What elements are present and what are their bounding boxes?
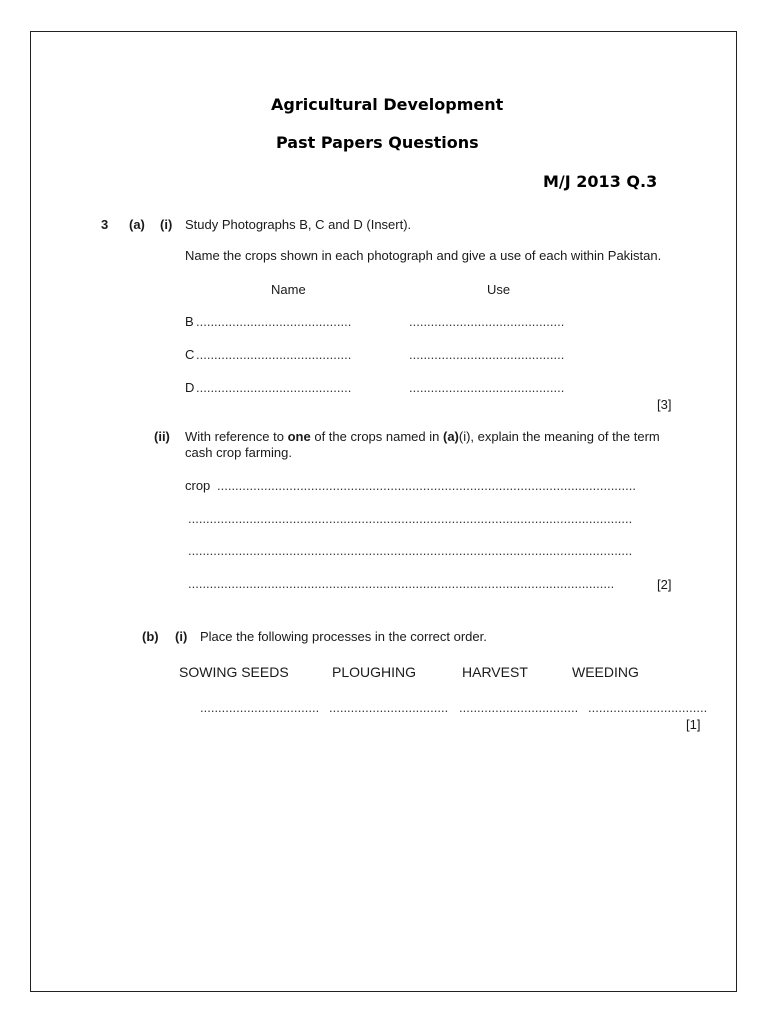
page-subtitle: Past Papers Questions xyxy=(276,133,479,152)
marks-b-i: [1] xyxy=(686,717,701,732)
answer-field-d-name[interactable]: ........................................... xyxy=(196,380,352,395)
order-blank-3[interactable]: ................................. xyxy=(459,700,579,715)
answer-field-c-use[interactable]: ........................................... xyxy=(409,347,565,362)
answer-field-d-use[interactable]: ........................................... xyxy=(409,380,565,395)
process-ploughing: PLOUGHING xyxy=(332,664,417,680)
crop-label: crop xyxy=(185,478,211,493)
answer-line-1[interactable]: ........................................................................................................................... xyxy=(188,511,633,526)
order-blank-1[interactable]: ................................. xyxy=(200,700,320,715)
paper-reference: M/J 2013 Q.3 xyxy=(543,172,658,191)
order-blank-4[interactable]: ................................. xyxy=(588,700,708,715)
part-a-label: (a) xyxy=(129,217,145,232)
column-header-use: Use xyxy=(487,282,511,297)
part-a-ii-text xyxy=(185,429,660,444)
part-a-ii-text-before: With reference to xyxy=(185,429,288,444)
part-b-i-label: (i) xyxy=(175,629,188,644)
answer-field-crop[interactable]: .................................................................................................................... xyxy=(217,478,636,493)
answer-field-b-name[interactable]: ........................................... xyxy=(196,314,352,329)
part-a-i-instruction: Study Photographs B, C and D (Insert). xyxy=(185,217,412,232)
process-sowing-seeds: SOWING SEEDS xyxy=(179,664,289,680)
part-a-ii-line2: cash crop farming. xyxy=(185,445,292,460)
part-a-ii-ref-i: (i) xyxy=(458,429,471,444)
part-a-ii-ref-a: (a) xyxy=(442,429,459,444)
page-title: Agricultural Development xyxy=(271,95,504,114)
part-a-ii-text-middle: of the crops named in xyxy=(310,429,443,444)
part-a-i-task: Name the crops shown in each photograph and give a use of each within Pakistan. xyxy=(185,248,662,263)
part-b-i-instruction: Place the following processes in the correct order. xyxy=(200,629,487,644)
part-b-label: (b) xyxy=(142,629,159,644)
process-weeding: WEEDING xyxy=(572,664,639,680)
part-a-ii-text-after: , explain the meaning of the term xyxy=(470,429,660,444)
question-number: 3 xyxy=(101,217,109,232)
order-blank-2[interactable]: ................................. xyxy=(329,700,449,715)
answer-line-2[interactable]: ........................................................................................................................... xyxy=(188,543,633,558)
part-a-ii-emphasis-one: one xyxy=(287,429,311,444)
process-harvest: HARVEST xyxy=(462,664,528,680)
marks-a-ii: [2] xyxy=(657,577,672,592)
row-letter-b: B xyxy=(185,314,194,329)
answer-field-c-name[interactable]: ........................................... xyxy=(196,347,352,362)
row-letter-d: D xyxy=(185,380,195,395)
marks-a-i: [3] xyxy=(657,397,672,412)
answer-line-3[interactable]: ...................................................................................................................... xyxy=(188,576,615,591)
part-a-i-label: (i) xyxy=(160,217,173,232)
answer-field-b-use[interactable]: ........................................... xyxy=(409,314,565,329)
row-letter-c: C xyxy=(185,347,195,362)
part-a-ii-label: (ii) xyxy=(154,429,170,444)
column-header-name: Name xyxy=(271,282,306,297)
